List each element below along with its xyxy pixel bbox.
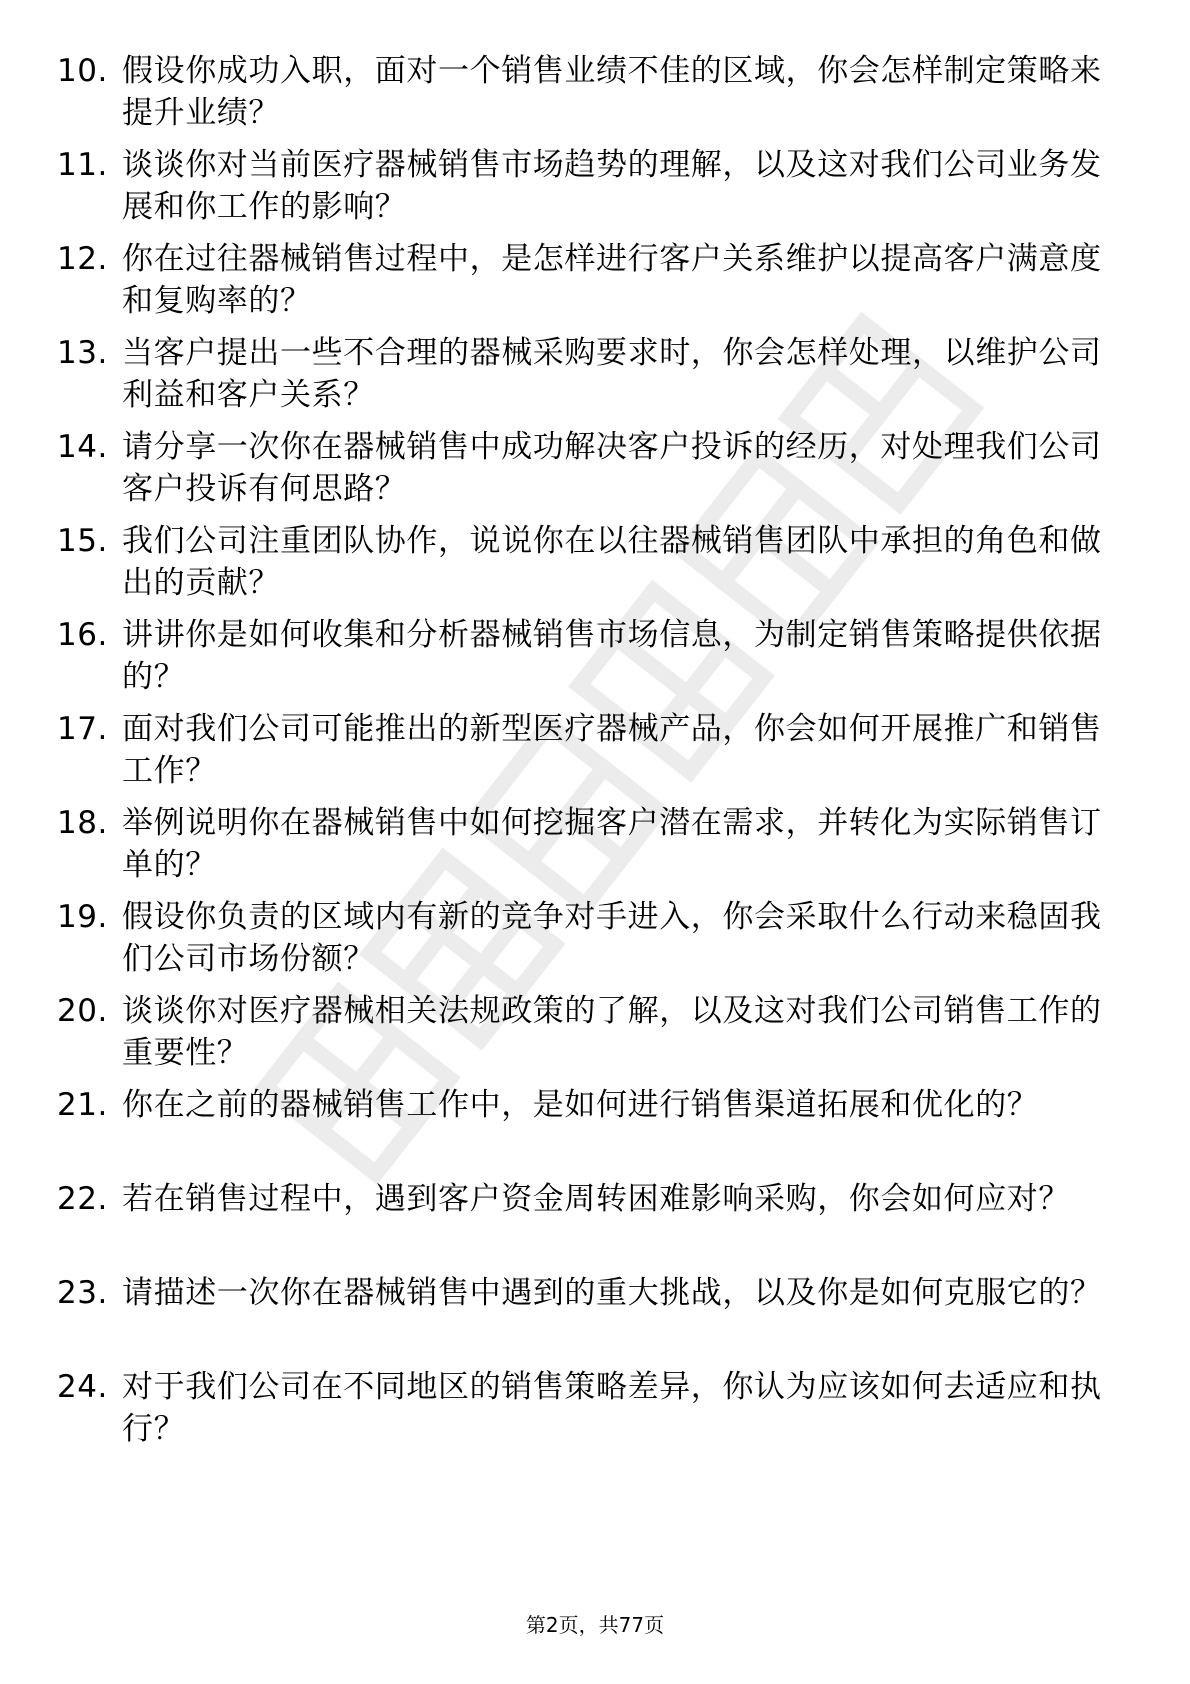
question-number: 14. xyxy=(57,429,108,465)
question-text: 你在过往器械销售过程中，是怎样进行客户关系维护以提高客户满意度和复购率的？ xyxy=(122,241,1102,319)
list-item xyxy=(57,1366,1117,1460)
question-text: 假设你负责的区域内有新的竞争对手进入，你会采取什么行动来稳固我们公司市场份额？ xyxy=(122,899,1102,977)
question-number: 12. xyxy=(57,241,108,277)
list-item xyxy=(57,802,1117,896)
question-text: 对于我们公司在不同地区的销售策略差异，你认为应该如何去适应和执行？ xyxy=(122,1369,1102,1447)
page-number-footer: 第2页，共77页 xyxy=(525,1613,665,1637)
list-item xyxy=(57,520,1117,614)
question-number: 10. xyxy=(57,53,108,89)
question-text: 你在之前的器械销售工作中，是如何进行销售渠道拓展和优化的？ xyxy=(122,1087,1039,1123)
question-number: 18. xyxy=(57,805,108,841)
question-number: 24. xyxy=(57,1369,108,1405)
question-text: 讲讲你是如何收集和分析器械销售市场信息，为制定销售策略提供依据的？ xyxy=(122,617,1102,695)
question-text: 谈谈你对医疗器械相关法规政策的了解，以及这对我们公司销售工作的重要性？ xyxy=(122,993,1102,1071)
question-number: 20. xyxy=(57,993,108,1029)
question-number: 11. xyxy=(57,147,108,183)
question-text: 假设你成功入职，面对一个销售业绩不佳的区域，你会怎样制定策略来提升业绩？ xyxy=(122,53,1102,131)
list-item xyxy=(57,238,1117,332)
list-item xyxy=(57,1084,1117,1178)
list-item xyxy=(57,1272,1117,1366)
list-item xyxy=(57,1178,1117,1272)
list-item xyxy=(57,614,1117,708)
question-text: 若在销售过程中，遇到客户资金周转困难影响采购，你会如何应对？ xyxy=(122,1181,1070,1217)
question-text: 我们公司注重团队协作，说说你在以往器械销售团队中承担的角色和做出的贡献？ xyxy=(122,523,1102,601)
question-number: 23. xyxy=(57,1275,108,1311)
list-item xyxy=(57,332,1117,426)
question-text: 面对我们公司可能推出的新型医疗器械产品，你会如何开展推广和销售工作？ xyxy=(122,711,1102,789)
question-number: 22. xyxy=(57,1181,108,1217)
question-number: 17. xyxy=(57,711,108,747)
question-number: 13. xyxy=(57,335,108,371)
question-text: 谈谈你对当前医疗器械销售市场趋势的理解，以及这对我们公司业务发展和你工作的影响？ xyxy=(122,147,1102,225)
list-item xyxy=(57,896,1117,990)
question-number: 21. xyxy=(57,1087,108,1123)
question-number: 15. xyxy=(57,523,108,559)
list-item xyxy=(57,50,1117,144)
question-list xyxy=(57,50,1117,1460)
question-text: 请分享一次你在器械销售中成功解决客户投诉的经历，对处理我们公司客户投诉有何思路？ xyxy=(122,429,1102,507)
list-item xyxy=(57,144,1117,238)
list-item xyxy=(57,990,1117,1084)
question-text: 请描述一次你在器械销售中遇到的重大挑战，以及你是如何克服它的？ xyxy=(122,1275,1102,1311)
question-number: 16. xyxy=(57,617,108,653)
list-item xyxy=(57,426,1117,520)
list-item xyxy=(57,708,1117,802)
question-text: 当客户提出一些不合理的器械采购要求时，你会怎样处理，以维护公司利益和客户关系？ xyxy=(122,335,1102,413)
question-text: 举例说明你在器械销售中如何挖掘客户潜在需求，并转化为实际销售订单的？ xyxy=(122,805,1102,883)
question-number: 19. xyxy=(57,899,108,935)
